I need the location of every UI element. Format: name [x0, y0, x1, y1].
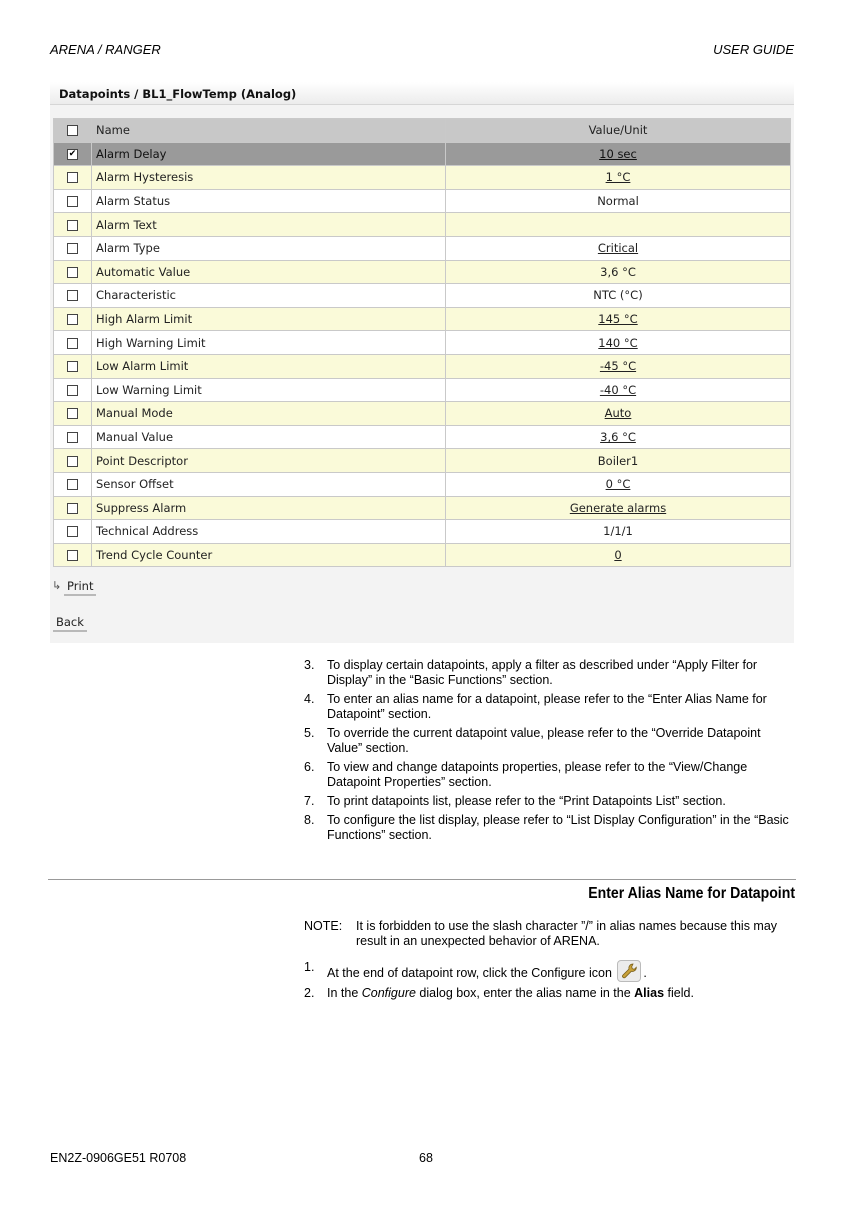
datapoint-name: Sensor Offset	[92, 472, 446, 496]
step-number: 8.	[304, 813, 315, 827]
datapoints-screenshot	[50, 82, 794, 643]
row-select-cell[interactable]	[54, 472, 92, 496]
row-checkbox[interactable]	[67, 290, 78, 301]
table-row[interactable]	[54, 449, 791, 473]
step-text: To override the current datapoint value, please refer to the “Override Datapoint Value” section.	[327, 726, 761, 755]
datapoint-value	[446, 189, 791, 213]
step-text: To configure the list display, please refer to “List Display Configuration” in the “Basic Functions” section.	[327, 813, 789, 842]
table-row[interactable]	[54, 284, 791, 308]
table-row[interactable]	[54, 543, 791, 567]
step-text: To print datapoints list, please refer to the “Print Datapoints List” section.	[327, 794, 726, 808]
row-select-cell[interactable]	[54, 425, 92, 449]
datapoint-name: Alarm Hysteresis	[92, 166, 446, 190]
datapoint-name: High Alarm Limit	[92, 307, 446, 331]
table-row[interactable]	[54, 520, 791, 544]
row-checkbox[interactable]	[67, 432, 78, 443]
value-link[interactable]: 1 °C	[605, 170, 631, 185]
document-number: EN2Z-0906GE51 R0708	[50, 1151, 187, 1165]
list-item	[304, 813, 794, 843]
list-item	[304, 726, 794, 756]
row-select-cell[interactable]	[54, 520, 92, 544]
datapoint-value[interactable]	[446, 331, 791, 355]
datapoint-value	[446, 260, 791, 284]
value-link[interactable]: 10 sec	[599, 146, 637, 161]
table-row[interactable]	[54, 331, 791, 355]
value-text: 3,6 °C	[600, 264, 636, 279]
list-item	[304, 794, 794, 809]
list-item	[304, 986, 794, 1001]
table-row[interactable]	[54, 472, 791, 496]
row-checkbox[interactable]	[67, 385, 78, 396]
select-all-checkbox[interactable]	[67, 125, 78, 136]
row-select-cell[interactable]	[54, 543, 92, 567]
note-text: It is forbidden to use the slash character ”/” in alias names because this may result in an unexpected behavior of ARENA.	[356, 919, 778, 948]
value-text: Normal	[597, 194, 639, 209]
value-link[interactable]: 145 °C	[598, 312, 638, 327]
value-text: NTC (°C)	[593, 288, 643, 303]
datapoint-name: Point Descriptor	[92, 449, 446, 473]
row-select-cell[interactable]	[54, 496, 92, 520]
row-checkbox[interactable]	[67, 243, 78, 254]
table-row[interactable]	[54, 307, 791, 331]
table-row[interactable]	[54, 496, 791, 520]
table-body	[54, 142, 791, 567]
row-checkbox[interactable]	[67, 408, 78, 419]
row-checkbox[interactable]	[67, 550, 78, 561]
datapoint-value[interactable]	[446, 236, 791, 260]
value-link[interactable]: 140 °C	[598, 335, 638, 350]
datapoint-value	[446, 520, 791, 544]
datapoint-name: Low Warning Limit	[92, 378, 446, 402]
step-text: In the	[327, 986, 362, 1000]
table-row[interactable]	[54, 213, 791, 237]
row-select-cell[interactable]	[54, 354, 92, 378]
section-heading: Enter Alias Name for Datapoint	[588, 885, 795, 902]
step-text: To view and change datapoints properties, please refer to the “View/Change Datapoint Properties” section.	[327, 760, 748, 789]
datapoint-name: Alarm Status	[92, 189, 446, 213]
datapoint-properties-table	[53, 118, 791, 567]
step-number: 1.	[304, 960, 315, 974]
table-row[interactable]	[54, 354, 791, 378]
step-number: 2.	[304, 986, 315, 1000]
step-text: dialog box, enter the alias name in the	[415, 986, 635, 1000]
datapoint-name: Low Alarm Limit	[92, 354, 446, 378]
value-link[interactable]: Auto	[604, 406, 632, 421]
list-item	[304, 692, 794, 722]
value-link[interactable]: 3,6 °C	[600, 430, 636, 445]
breadcrumb-bar	[50, 82, 794, 105]
value-text: 1/1/1	[603, 524, 633, 539]
row-checkbox[interactable]	[67, 338, 78, 349]
row-select-cell[interactable]	[54, 213, 92, 237]
step-text: To display certain datapoints, apply a filter as described under “Apply Filter for Display” in the “Basic Functions” section.	[327, 658, 758, 687]
row-select-cell[interactable]	[54, 331, 92, 355]
print-button-label: Print	[67, 579, 94, 593]
row-checkbox[interactable]	[67, 456, 78, 467]
select-all-cell[interactable]	[54, 119, 92, 143]
note-label: NOTE:	[304, 919, 343, 933]
datapoint-value[interactable]	[446, 543, 791, 567]
datapoint-value[interactable]	[446, 142, 791, 166]
running-header-left: ARENA / RANGER	[50, 42, 161, 57]
datapoint-value[interactable]	[446, 402, 791, 426]
datapoint-name: Manual Value	[92, 425, 446, 449]
step-number: 5.	[304, 726, 315, 740]
list-item	[304, 960, 794, 982]
row-select-cell[interactable]	[54, 378, 92, 402]
list-item	[304, 658, 794, 688]
step-text-end: .	[643, 966, 647, 980]
value-link[interactable]: Critical	[597, 241, 639, 256]
step-number: 3.	[304, 658, 315, 672]
row-select-cell[interactable]	[54, 260, 92, 284]
value-text: Boiler1	[597, 453, 639, 468]
step-number: 7.	[304, 794, 315, 808]
wrench-icon	[617, 960, 641, 982]
step-text: At the end of datapoint row, click the Configure icon	[327, 966, 612, 980]
row-checkbox[interactable]	[67, 267, 78, 278]
row-checkbox[interactable]	[67, 314, 78, 325]
row-select-cell[interactable]	[54, 189, 92, 213]
value-link[interactable]: -45 °C	[599, 359, 637, 374]
column-header-name[interactable]: Name	[92, 119, 446, 143]
table-row[interactable]	[54, 378, 791, 402]
step-number: 4.	[304, 692, 315, 706]
back-button[interactable]	[53, 615, 87, 632]
table-row[interactable]	[54, 142, 791, 166]
row-checkbox[interactable]	[67, 479, 78, 490]
step-text: To enter an alias name for a datapoint, please refer to the “Enter Alias Name for Datapoint” section.	[327, 692, 767, 721]
table-row[interactable]	[54, 402, 791, 426]
alias-steps-list	[304, 960, 794, 1005]
value-link[interactable]: Generate alarms	[569, 500, 667, 515]
row-select-cell[interactable]	[54, 402, 92, 426]
value-link[interactable]: -40 °C	[599, 382, 637, 397]
table-row[interactable]	[54, 189, 791, 213]
row-checkbox[interactable]	[67, 172, 78, 183]
datapoint-name: High Warning Limit	[92, 331, 446, 355]
page-number: 68	[419, 1151, 433, 1165]
datapoint-name: Manual Mode	[92, 402, 446, 426]
datapoint-name: Suppress Alarm	[92, 496, 446, 520]
row-select-cell[interactable]	[54, 284, 92, 308]
datapoint-name: Alarm Type	[92, 236, 446, 260]
datapoint-value[interactable]	[446, 354, 791, 378]
datapoint-value	[446, 213, 791, 237]
value-link[interactable]: 0	[614, 547, 622, 562]
step-text: field.	[664, 986, 694, 1000]
datapoint-value[interactable]	[446, 378, 791, 402]
datapoint-name: Automatic Value	[92, 260, 446, 284]
section-divider	[48, 879, 796, 880]
table-row[interactable]	[54, 236, 791, 260]
row-checkbox[interactable]	[67, 526, 78, 537]
note	[304, 919, 794, 949]
table-row[interactable]	[54, 166, 791, 190]
arrow-icon: ↳	[52, 579, 62, 592]
row-select-cell[interactable]	[54, 307, 92, 331]
back-button-label: Back	[56, 615, 84, 629]
row-select-cell[interactable]	[54, 142, 92, 166]
value-link[interactable]: 0 °C	[605, 477, 631, 492]
breadcrumb: Datapoints / BL1_FlowTemp (Analog)	[59, 87, 297, 101]
column-header-value[interactable]: Value/Unit	[446, 119, 791, 143]
row-select-cell[interactable]	[54, 449, 92, 473]
row-checkbox[interactable]	[67, 503, 78, 514]
row-select-cell[interactable]	[54, 236, 92, 260]
row-checkbox[interactable]	[67, 220, 78, 231]
datapoint-name: Alarm Text	[92, 213, 446, 237]
print-button[interactable]	[52, 579, 96, 596]
datapoint-name: Technical Address	[92, 520, 446, 544]
table-row[interactable]	[54, 425, 791, 449]
row-checkbox[interactable]	[67, 196, 78, 207]
step-number: 6.	[304, 760, 315, 774]
table-row[interactable]	[54, 260, 791, 284]
datapoint-value[interactable]	[446, 425, 791, 449]
datapoint-value	[446, 284, 791, 308]
datapoint-value[interactable]	[446, 496, 791, 520]
dialog-name: Configure	[361, 986, 416, 1000]
field-name: Alias	[634, 986, 665, 1000]
datapoint-value[interactable]	[446, 307, 791, 331]
datapoint-name: Alarm Delay	[92, 142, 446, 166]
datapoint-value	[446, 449, 791, 473]
datapoint-name: Trend Cycle Counter	[92, 543, 446, 567]
list-item	[304, 760, 794, 790]
steps-list	[304, 658, 794, 847]
row-checkbox[interactable]: ✔	[68, 148, 77, 159]
datapoint-value[interactable]	[446, 472, 791, 496]
datapoint-name: Characteristic	[92, 284, 446, 308]
table-header-row	[54, 119, 791, 143]
datapoint-value[interactable]	[446, 166, 791, 190]
row-checkbox[interactable]	[67, 361, 78, 372]
running-header-right: USER GUIDE	[713, 42, 794, 57]
row-select-cell[interactable]	[54, 166, 92, 190]
